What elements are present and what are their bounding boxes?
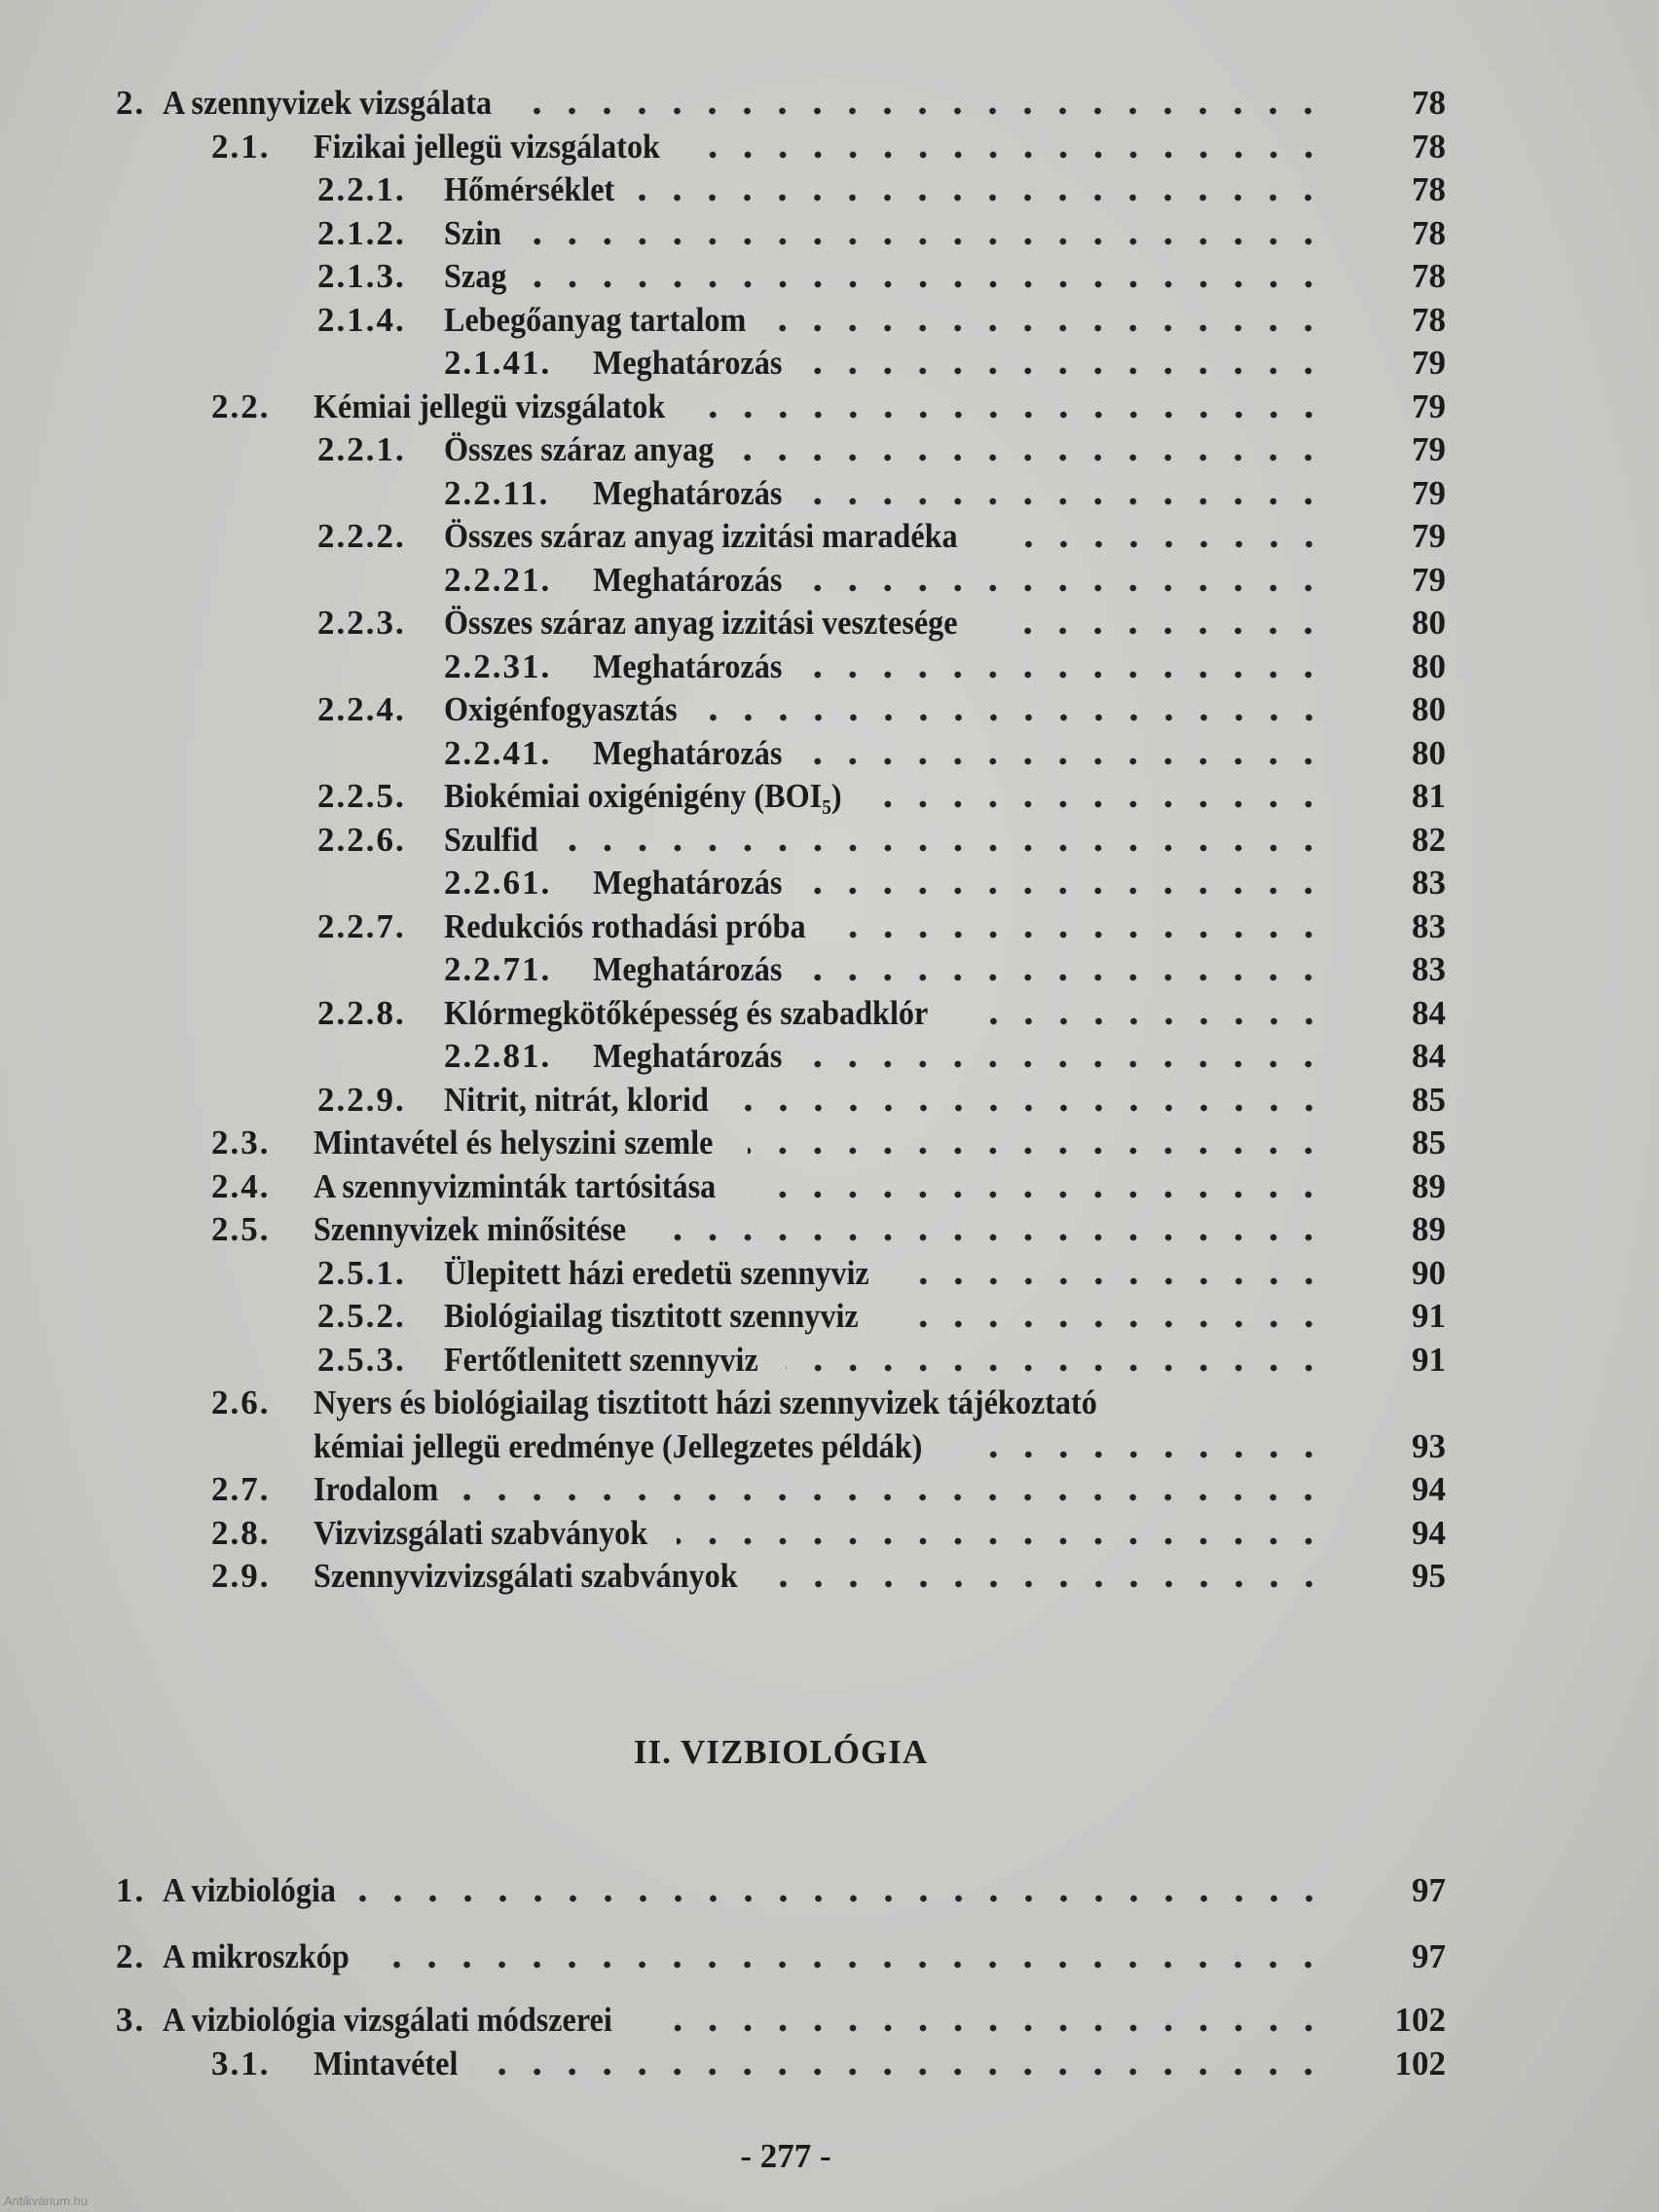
entry-page: 78 — [1412, 213, 1446, 252]
entry-line — [444, 167, 1326, 212]
dot-leader — [798, 581, 1326, 595]
entry-title: Biokémiai oxigénigény (BOI₅) — [444, 777, 842, 815]
entry-page: 89 — [1412, 1210, 1446, 1248]
entry-line — [313, 385, 1326, 429]
entry-number: 2. — [116, 1937, 146, 1975]
entry-number: 2.2.1. — [317, 430, 406, 468]
dot-leader — [470, 2065, 1326, 2079]
toc-entry — [0, 904, 1659, 949]
entry-line — [313, 1164, 1326, 1209]
entry-number: 2.2.61. — [444, 864, 552, 902]
entry-title: Klórmegkötőképesség és szabadklór — [444, 993, 929, 1032]
dot-leader — [798, 884, 1326, 898]
entry-title: Vizvizsgálati szabványok — [313, 1513, 648, 1552]
entry-number: 2.2.11. — [444, 473, 550, 512]
entry-page: 97 — [1412, 1871, 1446, 1909]
entry-page: 79 — [1412, 560, 1446, 599]
entry-line — [163, 81, 1326, 126]
entry-number: 2.5.3. — [317, 1340, 406, 1379]
dot-leader — [798, 495, 1326, 508]
entry-page: 84 — [1412, 1037, 1446, 1075]
entry-page: 78 — [1412, 170, 1446, 208]
entry-page: 91 — [1412, 1297, 1446, 1335]
dot-leader — [798, 1057, 1326, 1071]
entry-line — [444, 1078, 1326, 1123]
entry-page: 83 — [1412, 864, 1446, 902]
toc-entry — [0, 1207, 1659, 1252]
entry-line — [313, 1424, 1326, 1469]
entry-page: 81 — [1412, 777, 1446, 815]
entry-line — [163, 1935, 1326, 1979]
dot-leader — [653, 1231, 1326, 1244]
entry-line — [313, 1207, 1326, 1252]
dot-leader — [1002, 624, 1326, 638]
entry-line — [444, 601, 1326, 645]
entry-line — [444, 254, 1326, 299]
entry-number: 2.8. — [211, 1513, 271, 1552]
dot-leader — [629, 191, 1326, 204]
entry-page: 85 — [1412, 1124, 1446, 1161]
entry-title: Hőmérséklet — [444, 170, 615, 208]
entry-page: 93 — [1412, 1426, 1446, 1465]
entry-number: 2.2.71. — [444, 950, 552, 988]
entry-line — [313, 1381, 1326, 1425]
entry-page: 78 — [1412, 257, 1446, 295]
entry-title: Mintavétel — [313, 2045, 459, 2083]
toc-entry — [0, 298, 1659, 343]
entry-page: 102 — [1394, 2045, 1446, 2083]
entry-page: 80 — [1412, 604, 1446, 642]
toc-entry — [0, 1424, 1659, 1469]
entry-line — [444, 298, 1326, 343]
dot-leader — [365, 1958, 1326, 1972]
entry-title: Nitrit, nitrát, klorid — [444, 1080, 709, 1119]
dot-leader — [677, 1534, 1326, 1548]
dot-leader — [976, 1448, 1326, 1461]
entry-title: Irodalom — [313, 1470, 439, 1508]
entry-page: 78 — [1412, 300, 1446, 339]
entry-line — [593, 861, 1326, 905]
entry-number: 2.2.41. — [444, 733, 552, 772]
dot-leader — [546, 841, 1326, 855]
entry-title: Lebegőanyag tartalom — [444, 300, 747, 339]
toc-entry — [0, 1868, 1659, 1913]
section-heading: II. VIZBIOLÓGIA — [633, 1733, 929, 1771]
toc-entry — [0, 731, 1659, 776]
toc-entry — [0, 1034, 1659, 1079]
toc-entry — [0, 687, 1659, 732]
toc-entry — [0, 427, 1659, 472]
entry-title: Meghatározás — [593, 560, 783, 599]
toc-entry — [0, 254, 1659, 299]
entry-title: A vizbiológia — [163, 1871, 337, 1909]
entry-number: 2.1.2. — [317, 213, 406, 252]
entry-number: 2.2.31. — [444, 646, 552, 685]
entry-title: Meghatározás — [593, 473, 783, 512]
entry-page: 83 — [1412, 950, 1446, 988]
entry-line — [593, 731, 1326, 776]
entry-page: 91 — [1412, 1340, 1446, 1379]
entry-title: Oxigénfogyasztás — [444, 690, 678, 728]
entry-number: 3.1. — [211, 2045, 271, 2083]
entry-line — [444, 1251, 1326, 1296]
dot-leader — [449, 1491, 1326, 1504]
entry-number: 2.1.4. — [317, 300, 406, 339]
entry-page: 79 — [1412, 517, 1446, 555]
entry-number: 2.2.1. — [317, 170, 406, 208]
entry-number: 2.6. — [211, 1383, 271, 1421]
dot-leader — [786, 1361, 1326, 1375]
entry-title: Meghatározás — [593, 950, 783, 988]
entry-number: 2.5.1. — [317, 1253, 406, 1292]
entry-title: Meghatározás — [593, 1037, 783, 1075]
entry-title: A mikroszkóp — [163, 1937, 350, 1975]
entry-number: 2.5. — [211, 1210, 271, 1248]
toc-entry — [0, 1381, 1659, 1425]
toc-entry — [0, 861, 1659, 905]
entry-number: 2.2. — [211, 387, 271, 425]
entry-title: Meghatározás — [593, 864, 783, 902]
entry-title: Meghatározás — [593, 344, 783, 382]
toc-entry — [0, 818, 1659, 863]
dot-leader — [751, 1188, 1326, 1201]
entry-page: 102 — [1394, 2001, 1446, 2039]
entry-title: A szennyvizminták tartósitása — [313, 1166, 717, 1205]
dot-leader — [520, 104, 1326, 118]
entry-title: Fizikai jellegü vizsgálatok — [313, 127, 660, 166]
toc-entry — [0, 1554, 1659, 1599]
entry-number: 2.2.21. — [444, 560, 552, 599]
toc-entry — [0, 1164, 1659, 1209]
entry-number: 2.2.9. — [317, 1080, 406, 1119]
entry-number: 2.9. — [211, 1557, 271, 1595]
entry-line — [444, 991, 1326, 1036]
dot-leader — [772, 321, 1326, 335]
toc-entry — [0, 1078, 1659, 1123]
dot-leader — [698, 711, 1326, 724]
dot-leader — [775, 1577, 1326, 1591]
toc-entry — [0, 947, 1659, 992]
dot-leader — [737, 451, 1326, 464]
toc-entry — [0, 81, 1659, 126]
entry-title: Biológiailag tisztitott szennyviz — [444, 1297, 859, 1335]
dot-leader — [837, 928, 1326, 941]
entry-page: 80 — [1412, 733, 1446, 772]
entry-number: 2.2.3. — [317, 604, 406, 642]
entry-title: Összes száraz anyag izzitási vesztesége — [444, 604, 958, 642]
entry-number: 2.1.41. — [444, 344, 552, 382]
dot-leader — [906, 1274, 1326, 1288]
entry-page: 94 — [1412, 1470, 1446, 1508]
entry-number: 2.5.2. — [317, 1297, 406, 1335]
toc-entry — [0, 558, 1659, 603]
entry-line — [444, 514, 1326, 559]
entry-line — [444, 687, 1326, 732]
entry-page: 97 — [1412, 1937, 1446, 1975]
entry-number: 2.2.81. — [444, 1037, 552, 1075]
dot-leader — [732, 1101, 1326, 1115]
entry-page: 79 — [1412, 430, 1446, 468]
toc-entry — [0, 341, 1659, 386]
toc-entry — [0, 167, 1659, 212]
entry-page: 83 — [1412, 906, 1446, 945]
entry-page: 85 — [1412, 1080, 1446, 1119]
entry-title: Szulfid — [444, 820, 538, 859]
entry-title: Összes száraz anyag — [444, 430, 715, 468]
entry-title: Mintavétel és helyszini szemle — [313, 1124, 714, 1161]
dot-leader — [798, 755, 1326, 768]
entry-page: 90 — [1412, 1253, 1446, 1292]
entry-title: Szin — [444, 213, 502, 252]
entry-title: Redukciós rothadási próba — [444, 906, 806, 945]
dot-leader — [895, 1317, 1326, 1331]
dot-leader — [651, 2021, 1326, 2035]
entry-number: 2.1.3. — [317, 257, 406, 295]
toc-entry — [0, 211, 1659, 256]
entry-page: 95 — [1412, 1557, 1446, 1595]
entry-line — [593, 558, 1326, 603]
entry-line — [313, 125, 1326, 169]
entry-number: 2. — [116, 84, 146, 122]
toc-entry — [0, 1338, 1659, 1382]
entry-number: 3. — [116, 2001, 146, 2039]
entry-number: 2.2.7. — [317, 906, 406, 945]
entry-page: 79 — [1412, 387, 1446, 425]
entry-title: Szennyvizvizsgálati szabványok — [313, 1557, 738, 1595]
entry-page: 84 — [1412, 993, 1446, 1032]
toc-entry — [0, 1511, 1659, 1556]
entry-line — [444, 1338, 1326, 1382]
dot-leader — [971, 1014, 1326, 1028]
entry-number: 2.2.6. — [317, 820, 406, 859]
toc-entry — [0, 471, 1659, 516]
toc-entry — [0, 1998, 1659, 2043]
entry-line — [593, 341, 1326, 386]
entry-title: Szag — [444, 257, 507, 295]
entry-line — [593, 1034, 1326, 1079]
entry-number: 2.7. — [211, 1470, 271, 1508]
dot-leader — [748, 1144, 1326, 1158]
entry-line — [593, 471, 1326, 516]
entry-line — [444, 904, 1326, 949]
entry-title: Ülepitett házi eredetü szennyviz — [444, 1253, 869, 1292]
entry-title: Nyers és biológiailag tisztitott házi szennyvizek tájékoztató — [313, 1383, 1097, 1421]
entry-line — [313, 1554, 1326, 1599]
entry-number: 2.2.5. — [317, 777, 406, 815]
toc-entry — [0, 385, 1659, 429]
toc-entry — [0, 1251, 1659, 1296]
dot-leader — [1003, 537, 1326, 551]
entry-page: 80 — [1412, 646, 1446, 685]
entry-title: Szennyvizek minősitése — [313, 1210, 627, 1248]
dot-leader — [512, 277, 1326, 291]
entry-number: 2.3. — [211, 1124, 271, 1161]
toc-entry — [0, 2042, 1659, 2086]
entry-page: 94 — [1412, 1513, 1446, 1552]
entry-page: 78 — [1412, 84, 1446, 122]
entry-title: Fertőtlenitett szennyviz — [444, 1340, 758, 1379]
toc-entry — [0, 1294, 1659, 1339]
entry-number: 2.1. — [211, 127, 271, 166]
dot-leader — [798, 668, 1326, 682]
watermark: Antikvárium.hu — [4, 2194, 88, 2208]
entry-line — [313, 1467, 1326, 1512]
entry-title: A vizbiológia vizsgálati módszerei — [163, 2001, 612, 2039]
dot-leader — [876, 797, 1326, 811]
entry-page: 89 — [1412, 1166, 1446, 1205]
entry-page: 79 — [1412, 473, 1446, 512]
entry-line — [444, 1294, 1326, 1339]
entry-title: Meghatározás — [593, 646, 783, 685]
dot-leader — [690, 148, 1326, 162]
entry-title: Kémiai jellegü vizsgálatok — [313, 387, 666, 425]
entry-line — [163, 1868, 1326, 1913]
entry-line — [593, 645, 1326, 689]
toc-entry — [0, 774, 1659, 819]
entry-number: 2.2.2. — [317, 517, 406, 555]
toc-entry — [0, 601, 1659, 645]
entry-page: 80 — [1412, 690, 1446, 728]
toc-entry — [0, 514, 1659, 559]
toc-entry — [0, 1935, 1659, 1979]
entry-page: 78 — [1412, 127, 1446, 166]
toc-entry — [0, 1467, 1659, 1512]
toc-entry — [0, 645, 1659, 689]
entry-line — [444, 427, 1326, 472]
entry-number: 2.2.4. — [317, 690, 406, 728]
entry-line — [163, 1998, 1326, 2043]
entry-page: 79 — [1412, 344, 1446, 382]
toc-entry — [0, 1121, 1659, 1165]
entry-line — [444, 774, 1326, 819]
dot-leader — [506, 235, 1326, 248]
entry-line — [593, 947, 1326, 992]
entry-number: 2.4. — [211, 1166, 271, 1205]
entry-number: 1. — [116, 1871, 146, 1909]
entry-number: 2.2.8. — [317, 993, 406, 1032]
toc-entry — [0, 991, 1659, 1036]
entry-line — [313, 2042, 1326, 2086]
entry-page: 82 — [1412, 820, 1446, 859]
entry-title: kémiai jellegü eredménye (Jellegzetes példák) — [313, 1426, 923, 1465]
entry-line — [444, 818, 1326, 863]
dot-leader — [798, 971, 1326, 984]
dot-leader — [351, 1892, 1327, 1905]
entry-line — [444, 211, 1326, 256]
page-number: - 277 - — [740, 2137, 831, 2175]
entry-line — [313, 1121, 1326, 1165]
toc-entry — [0, 125, 1659, 169]
dot-leader — [798, 364, 1326, 378]
entry-title: A szennyvizek vizsgálata — [163, 84, 493, 122]
entry-line — [313, 1511, 1326, 1556]
entry-title: Összes száraz anyag izzitási maradéka — [444, 517, 958, 555]
dot-leader — [696, 408, 1326, 422]
entry-title: Meghatározás — [593, 733, 783, 772]
